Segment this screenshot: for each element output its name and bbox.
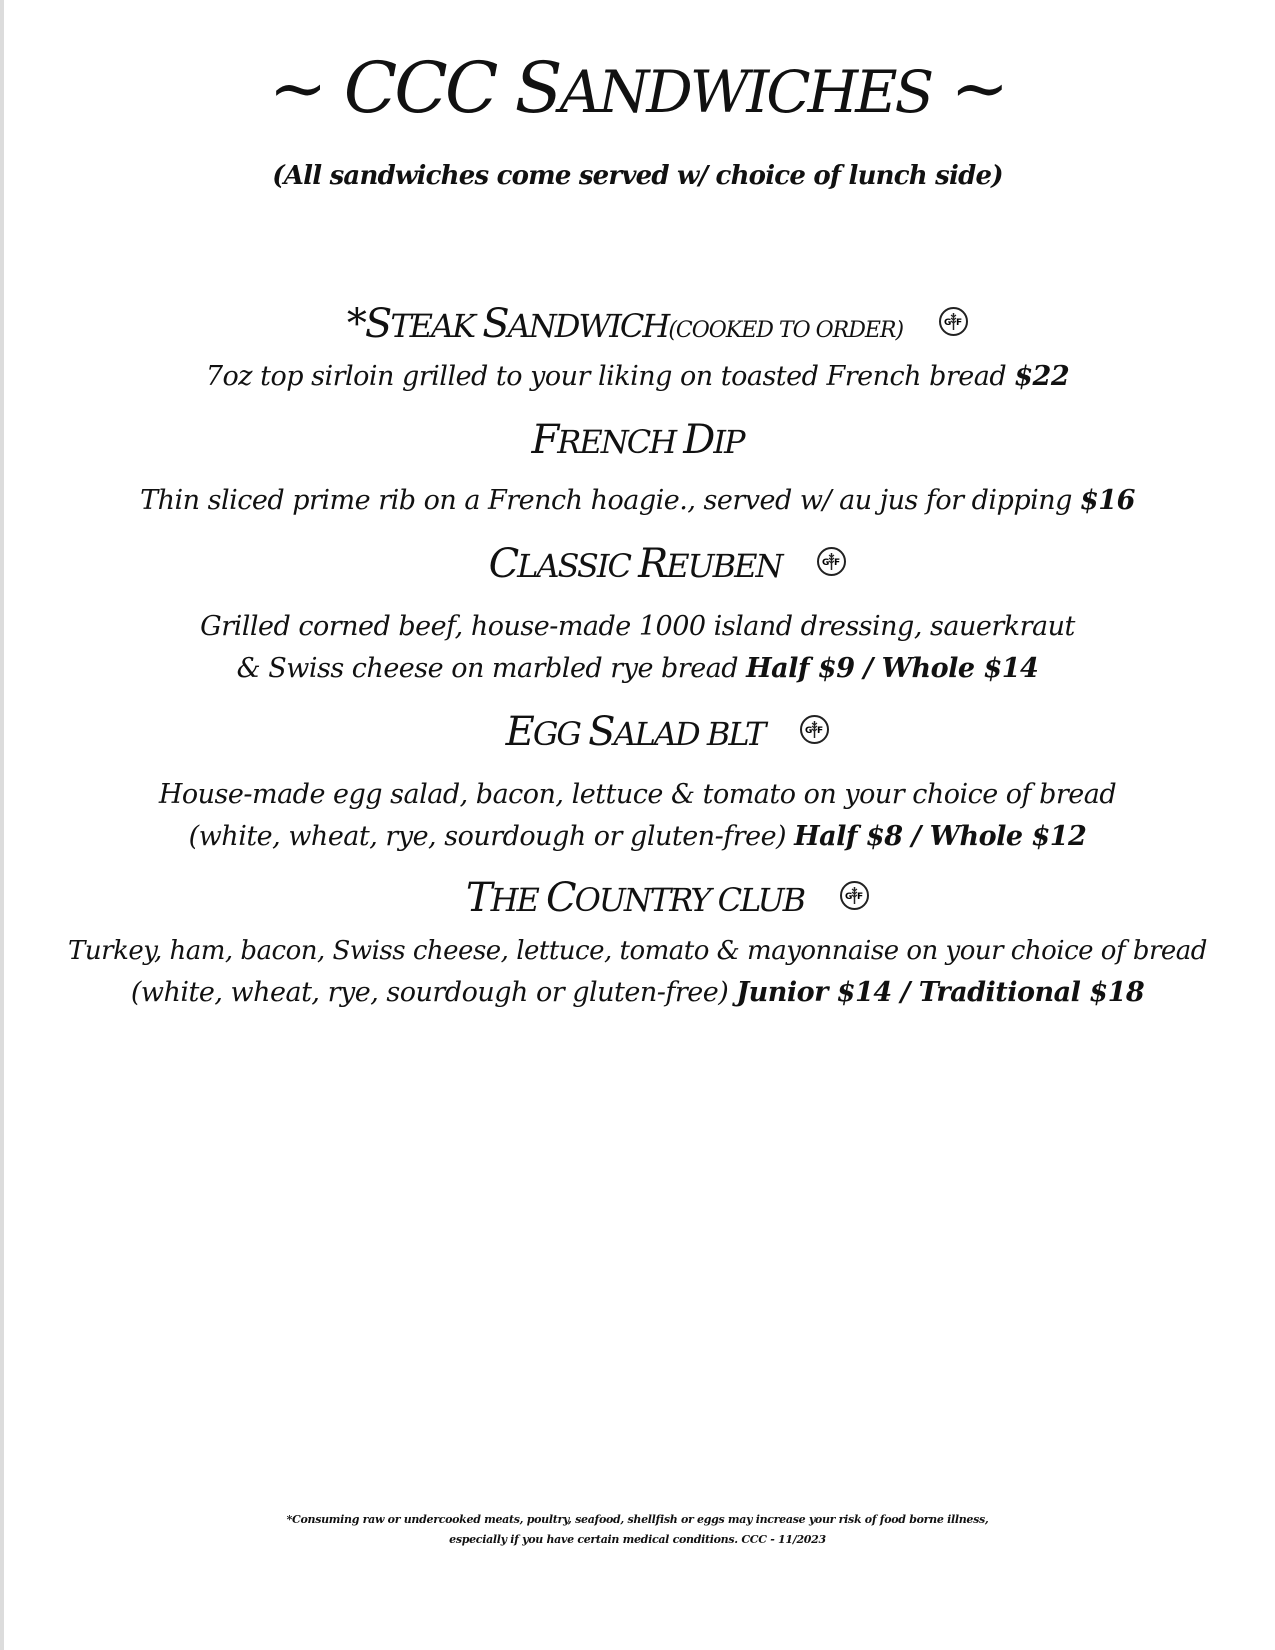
svg-text:G: G — [822, 557, 828, 568]
page-subtitle: (All sandwiches come served w/ choice of lunch side) — [272, 161, 1003, 191]
menu-item-description: (white, wheat, rye, sourdough or gluten-free) Junior $14 / Traditional $18 — [130, 977, 1145, 1008]
gluten-free-icon — [840, 881, 869, 910]
gluten-free-icon — [800, 715, 829, 744]
gluten-free-icon — [817, 547, 846, 576]
menu-item-title-steak-sandwich: *STEAK SANDWICH(COOKED TO ORDER) G F — [20, 300, 1275, 355]
svg-text:F: F — [857, 891, 862, 902]
menu-item-price: Half $8 / Whole $12 — [794, 821, 1087, 852]
menu-item-description: House-made egg salad, bacon, lettuce & tomato on your choice of bread — [158, 779, 1117, 810]
menu-item-price: $22 — [1014, 361, 1070, 392]
menu-item-description: Turkey, ham, bacon, Swiss cheese, lettuce, tomato & mayonnaise on your choice of bread — [68, 936, 1207, 966]
menu-item-title-egg-salad-blt: EGG SALAD BLT G F — [30, 708, 1275, 758]
menu-item-price: $16 — [1080, 485, 1135, 516]
page-title: ~ CCC SANDWICHES ~ — [268, 47, 1007, 129]
gluten-free-icon — [939, 307, 968, 336]
menu-item-title-classic-reuben: CLASSIC REUBEN G F — [30, 540, 1275, 590]
footer-disclaimer-line-1: *Consuming raw or undercooked meats, poultry, seafood, shellfish or eggs may increase your risk of food borne illness, — [286, 1513, 989, 1526]
footer-disclaimer-line-2: especially if you have certain medical conditions. CCC - 11/2023 — [449, 1533, 826, 1546]
menu-item-title-the-country-club: THE COUNTRY CLUB G F — [30, 874, 1275, 924]
svg-text:G: G — [845, 891, 851, 902]
menu-item-description: & Swiss cheese on marbled rye bread Half $9 / Whole $14 — [236, 653, 1039, 684]
svg-text:G: G — [805, 725, 811, 736]
menu-item-price: Half $9 / Whole $14 — [746, 653, 1039, 684]
svg-text:G: G — [944, 317, 950, 328]
menu-item-price: Junior $14 / Traditional $18 — [736, 977, 1145, 1008]
svg-text:F: F — [817, 725, 822, 736]
menu-item-description: Grilled corned beef, house-made 1000 island dressing, sauerkraut — [200, 611, 1075, 642]
svg-text:F: F — [834, 557, 839, 568]
menu-item-title-french-dip: FRENCH DIP — [531, 417, 744, 463]
menu-item-description: Thin sliced prime rib on a French hoagie., served w/ au jus for dipping $16 — [140, 485, 1135, 516]
menu-item-description: 7oz top sirloin grilled to your liking on toasted French bread $22 — [205, 361, 1070, 392]
menu-item-description: (white, wheat, rye, sourdough or gluten-free) Half $8 / Whole $12 — [188, 821, 1087, 852]
svg-text:F: F — [956, 317, 961, 328]
